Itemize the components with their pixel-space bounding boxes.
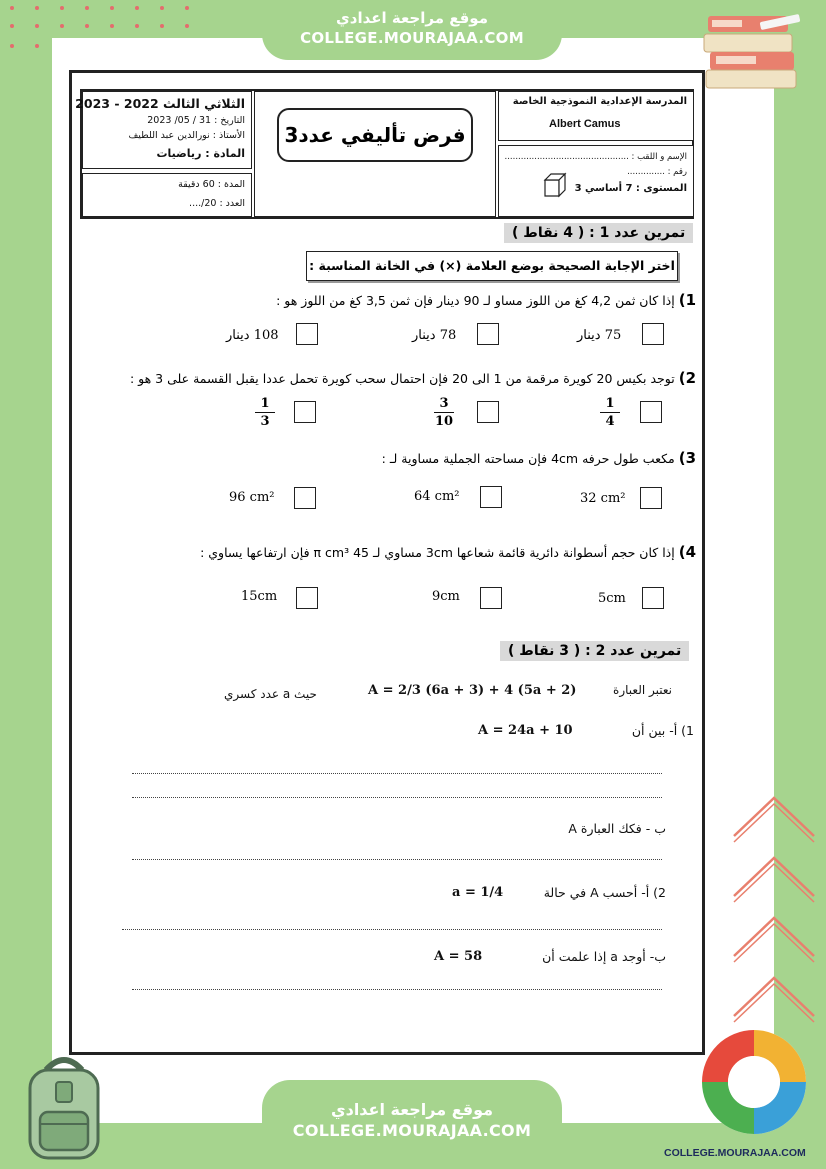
answer-option: 78 دينار — [412, 328, 457, 343]
header-title-cell — [254, 91, 496, 217]
cube-icon — [543, 172, 569, 198]
answer-checkbox[interactable] — [642, 587, 664, 609]
q2a-label: 2) أ- أحسب A في حالة — [543, 885, 666, 900]
question-number: 4) — [678, 543, 696, 561]
logo-url[interactable]: COLLEGE.MOURAJAA.COM — [664, 1147, 806, 1159]
answer-checkbox[interactable] — [477, 401, 499, 423]
answer-checkbox[interactable] — [294, 487, 316, 509]
answer-checkbox[interactable] — [296, 323, 318, 345]
header-student-cell — [498, 145, 694, 217]
exam-date: التاريخ : 31 / 05/ 2023 — [147, 115, 245, 126]
q1a-expression: A = 24a + 10 — [478, 723, 573, 738]
question-1 — [256, 291, 696, 309]
answer-line[interactable] — [122, 929, 662, 930]
answer-option: 32 cm² — [580, 491, 626, 506]
header-info-cell — [75, 91, 252, 169]
site-name: موقع مراجعة اعدادي — [336, 9, 488, 27]
q1a-label: 1) أ- بين أن — [631, 723, 694, 738]
answer-line[interactable] — [132, 859, 662, 860]
expression-A: A = 2/3 (6a + 3) + 4 (5a + 2) — [368, 683, 577, 698]
answer-line[interactable] — [132, 989, 662, 990]
school-name: Albert Camus — [549, 118, 621, 130]
site-url[interactable]: COLLEGE.MOURAJAA.COM — [300, 29, 524, 47]
exercise1-instruction: اختر الإجابة الصحيحة بوضع العلامة (×) في الخانة المناسبة : — [306, 251, 678, 281]
answer-checkbox[interactable] — [480, 486, 502, 508]
question-number: 1) — [678, 291, 696, 309]
answer-option: 15cm — [241, 589, 278, 604]
question-text: إذا كان حجم أسطوانة دائرية قائمة شعاعها 3cm مساوي لـ 45 π cm³ فإن ارتفاعها يساوي : — [200, 545, 675, 560]
question-text: مكعب طول حرفه 4cm فإن مساحته الجملية مساوية لـ : — [381, 451, 675, 466]
question-text: توجد بكيس 20 كويرة مرقمة من 1 الى 20 فإن احتمال سحب كويرة تحمل عددا يقبل القسمة على 3 هو : — [129, 371, 675, 386]
exercise2-heading: تمرين عدد 2 : ( 3 نقاط ) — [500, 641, 689, 661]
answer-checkbox[interactable] — [640, 487, 662, 509]
site-banner-top[interactable] — [262, 0, 562, 60]
exam-header — [75, 89, 694, 219]
question-number: 2) — [678, 369, 696, 387]
books-icon — [700, 12, 806, 96]
q2a-expression: a = 1/4 — [452, 885, 504, 900]
question-3 — [256, 449, 696, 467]
trimester: الثلاثي الثالث 2022 - 2023 — [75, 96, 245, 111]
level: المستوى : 7 أساسي 3 — [574, 183, 687, 194]
answer-line[interactable] — [132, 797, 662, 798]
question-4 — [156, 543, 696, 561]
answer-fraction: $\frac{1}{4}$ — [600, 395, 620, 430]
answer-checkbox[interactable] — [642, 323, 664, 345]
answer-checkbox[interactable] — [480, 587, 502, 609]
student-number: رقم : .............. — [627, 167, 687, 177]
header-school-cell — [498, 91, 694, 141]
site-banner-bottom[interactable] — [262, 1080, 562, 1169]
question-text: إذا كان ثمن 4,2 كغ من اللوز مساو لـ 90 دينار فإن ثمن 3,5 كغ من اللوز هو : — [276, 293, 675, 308]
answer-option: 75 دينار — [577, 328, 622, 343]
teacher-name: الأستاذ : نورالدين عبد اللطيف — [128, 130, 245, 141]
question-number: 3) — [678, 449, 696, 467]
duration: المدة : 60 دقيقة — [178, 179, 245, 190]
school: المدرسة الإعدادية النموذجية الخاصة — [512, 96, 687, 107]
site-logo — [696, 1026, 816, 1136]
q1b-label: ب - فكك العبارة A — [568, 821, 666, 836]
exam-title: فرض تأليفي عدد3 — [277, 108, 473, 162]
grade: العدد : 20/.... — [189, 198, 245, 209]
answer-checkbox[interactable] — [294, 401, 316, 423]
answer-checkbox[interactable] — [296, 587, 318, 609]
answer-line[interactable] — [132, 773, 662, 774]
chevrons-decoration — [728, 790, 820, 1040]
header-duration-cell — [82, 173, 252, 217]
answer-fraction: $\frac{1}{3}$ — [255, 395, 275, 430]
exercise1-heading: تمرين عدد 1 : ( 4 نقاط ) — [504, 223, 693, 243]
answer-option: 5cm — [598, 591, 626, 606]
answer-fraction: $\frac{3}{10}$ — [434, 396, 454, 429]
q2b-expression: A = 58 — [434, 949, 483, 964]
q2b-label: ب- أوجد a إذا علمت أن — [542, 949, 666, 964]
answer-option: 9cm — [432, 589, 460, 604]
site-url[interactable]: COLLEGE.MOURAJAA.COM — [292, 1121, 532, 1140]
subject: المادة : رياضيات — [156, 147, 245, 160]
question-2 — [116, 369, 696, 387]
exam-sheet — [69, 70, 705, 1055]
backpack-icon — [16, 1052, 112, 1162]
answer-checkbox[interactable] — [640, 401, 662, 423]
where-label: حيث a عدد كسري — [224, 687, 317, 701]
site-name: موقع مراجعة اعدادي — [330, 1100, 494, 1119]
consider-label: نعتبر العبارة — [613, 683, 672, 697]
answer-option: 64 cm² — [414, 489, 460, 504]
answer-option: 108 دينار — [226, 328, 279, 343]
answer-option: 96 cm² — [229, 490, 275, 505]
answer-checkbox[interactable] — [477, 323, 499, 345]
student-name: الإسم و اللقب : .............................................. — [504, 152, 687, 162]
